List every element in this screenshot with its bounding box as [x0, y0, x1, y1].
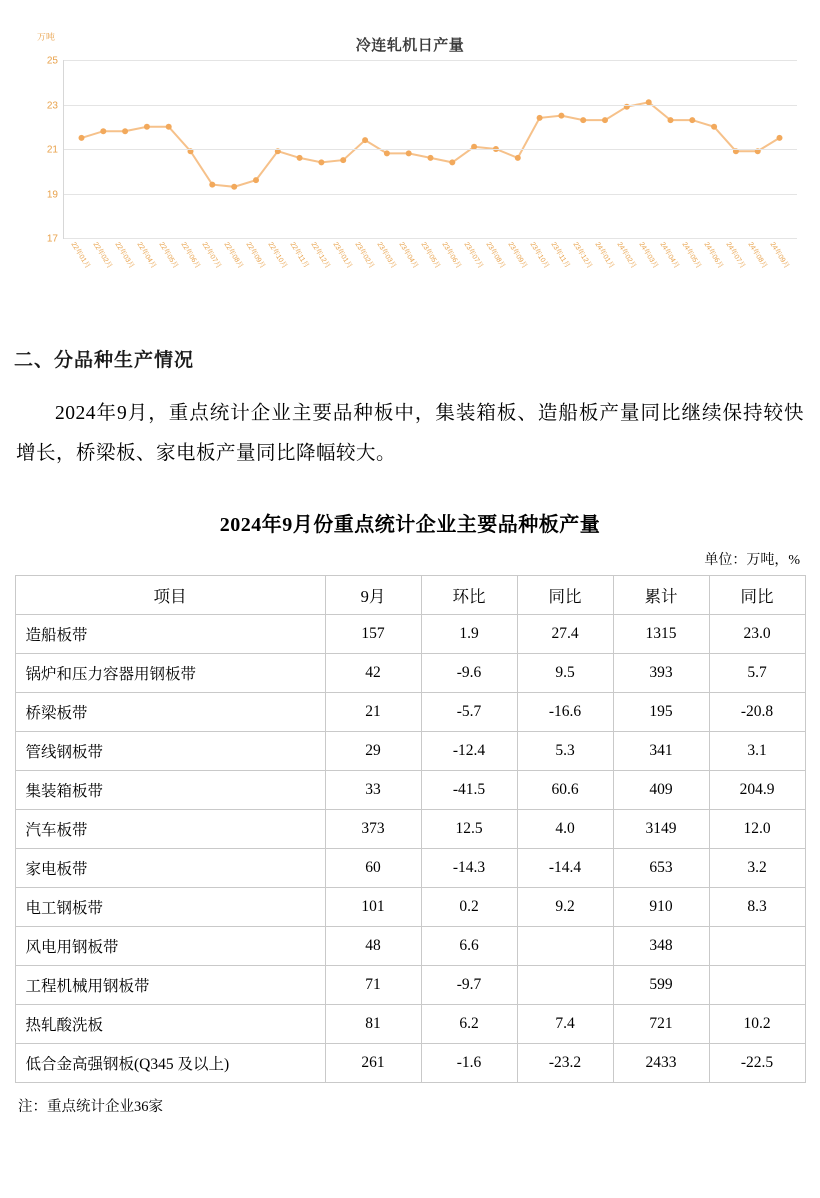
chart-y-tick-label: 23 [46, 100, 58, 111]
chart-x-tick-label: 24年05月 [680, 241, 703, 270]
table-cell-item: 集装箱板带 [15, 771, 325, 810]
table-row [15, 888, 805, 927]
table-cell-value: -9.6 [421, 654, 517, 693]
table-header-cell: 同比 [517, 576, 613, 615]
table-header-cell: 项目 [15, 576, 325, 615]
chart-x-tick-label: 23年02月 [353, 241, 376, 270]
table-cell-value: 9.2 [517, 888, 613, 927]
table-cell-value: 27.4 [517, 615, 613, 654]
table-row [15, 966, 805, 1005]
table-cell-value: 12.0 [709, 810, 805, 849]
table-title: 2024年9月份重点统计企业主要品种板产量 [219, 514, 601, 536]
production-table [15, 575, 806, 1083]
table-row [15, 849, 805, 888]
table-cell-value: 3.1 [709, 732, 805, 771]
table-cell-value: 3.2 [709, 849, 805, 888]
chart-x-tick-label: 24年08月 [746, 241, 768, 270]
table-cell-value: -16.6 [517, 693, 613, 732]
table-row [15, 1005, 805, 1044]
table-row [15, 654, 805, 693]
table-cell-value: 8.3 [709, 888, 805, 927]
chart-gridline [46, 144, 797, 156]
chart-title: 冷连轧机日产量 [355, 37, 465, 54]
table-body [15, 615, 805, 1083]
table-cell-value [517, 927, 613, 966]
table-cell-value: -5.7 [421, 693, 517, 732]
chart-y-tick-label: 25 [46, 55, 58, 67]
table-cell-item: 汽车板带 [15, 810, 325, 849]
chart-gridline [46, 233, 797, 245]
table-header-cell: 9月 [325, 576, 421, 615]
table-cell-value: 60 [325, 849, 421, 888]
table-cell-value: 2433 [613, 1044, 709, 1083]
table-row [15, 927, 805, 966]
chart-x-tick-label: 24年02月 [615, 241, 637, 270]
table-cell-value: -9.7 [421, 966, 517, 1005]
table-cell-item: 造船板带 [15, 615, 325, 654]
chart-x-tick-label: 22年02月 [91, 241, 114, 270]
chart-x-tick-label: 22年05月 [157, 241, 179, 270]
table-cell-item: 工程机械用钢板带 [15, 966, 325, 1005]
chart-x-tick-label: 24年06月 [702, 241, 725, 270]
table-cell-value: 409 [613, 771, 709, 810]
table-note: 注：重点统计企业36家 [18, 1099, 163, 1115]
table-cell-value [709, 966, 805, 1005]
table-cell-value: 7.4 [517, 1005, 613, 1044]
chart-x-tick-label: 22年01月 [69, 241, 92, 270]
table-cell-value: 195 [613, 693, 709, 732]
table-cell-item: 家电板带 [15, 849, 325, 888]
chart-x-tick-label: 23年01月 [331, 241, 354, 270]
table-cell-value: 157 [325, 615, 421, 654]
table-cell-value: 4.0 [517, 810, 613, 849]
table-cell-value: 3149 [613, 810, 709, 849]
table-cell-value: 6.2 [421, 1005, 517, 1044]
chart-x-tick-label: 24年04月 [658, 241, 681, 270]
table-cell-value: 0.2 [421, 888, 517, 927]
chart-x-tick-label: 22年10月 [266, 241, 288, 270]
table-cell-value: 71 [325, 966, 421, 1005]
chart-unit-label: 万吨 [36, 31, 56, 43]
chart-x-tick-label: 22年04月 [135, 241, 157, 270]
table-cell-value: -14.3 [421, 849, 517, 888]
section-heading: 二、分品种生产情况 [14, 350, 195, 371]
chart-y-tick-label: 21 [46, 144, 58, 156]
chart-x-tick-label: 22年09月 [244, 241, 266, 270]
table-cell-item: 风电用钢板带 [15, 927, 325, 966]
table-cell-value: 393 [613, 654, 709, 693]
chart-x-tick-label: 24年03月 [637, 241, 659, 270]
chart-x-tick-label: 22年03月 [113, 241, 136, 270]
table-cell-value: 1.9 [421, 615, 517, 654]
table-cell-value: 261 [325, 1044, 421, 1083]
table-cell-value: 5.3 [517, 732, 613, 771]
table-cell-value: -23.2 [517, 1044, 613, 1083]
table-row [15, 693, 805, 732]
chart-y-tick-label: 19 [46, 189, 58, 200]
table-cell-value: 373 [325, 810, 421, 849]
chart-x-tick-label: 22年08月 [222, 241, 245, 270]
chart-x-tick-label: 23年10月 [527, 241, 550, 270]
table-cell-item: 管线钢板带 [15, 732, 325, 771]
table-row [15, 810, 805, 849]
table-cell-value: 341 [613, 732, 709, 771]
chart-x-tick-label: 23年11月 [549, 241, 572, 270]
chart-x-tick-label: 22年07月 [200, 241, 223, 270]
table-cell-value: -41.5 [421, 771, 517, 810]
chart-x-axis-labels [63, 240, 796, 282]
table-cell-value: 653 [613, 849, 709, 888]
table-header-row [15, 576, 805, 615]
chart-x-tick-label: 22年06月 [178, 241, 201, 270]
table-row [15, 771, 805, 810]
table-cell-value: 42 [325, 654, 421, 693]
table-header-cell: 累计 [613, 576, 709, 615]
table-cell-value: 5.7 [709, 654, 805, 693]
chart-container [15, 8, 805, 283]
table-cell-value: 6.6 [421, 927, 517, 966]
table-cell-value: -12.4 [421, 732, 517, 771]
table-cell-value: 33 [325, 771, 421, 810]
table-cell-value: -1.6 [421, 1044, 517, 1083]
chart-x-tick-label: 24年01月 [593, 241, 615, 270]
table-cell-value: 48 [325, 927, 421, 966]
chart-gridline [46, 55, 797, 67]
chart-x-tick-label: 23年09月 [506, 241, 528, 270]
chart-x-tick-label: 23年12月 [571, 241, 594, 270]
table-cell-value: 348 [613, 927, 709, 966]
chart-x-tick-label: 24年07月 [724, 241, 746, 270]
table-cell-value: 101 [325, 888, 421, 927]
chart-x-tick-label: 23年08月 [484, 241, 506, 270]
chart-gridline [46, 100, 797, 111]
table-header [15, 576, 805, 615]
table-unit-label: 单位：万吨，% [704, 553, 800, 568]
table-row [15, 1044, 805, 1083]
chart-gridline [46, 189, 797, 200]
chart-x-tick-label: 23年06月 [440, 241, 463, 270]
chart-x-tick-label: 23年07月 [462, 241, 485, 270]
table-cell-value: 599 [613, 966, 709, 1005]
section-paragraph: 2024年9月，重点统计企业主要品种板中，集装箱板、造船板产量同比继续保持较快增长，桥梁板、家电板产量同比降幅较大。 [16, 403, 804, 464]
table-cell-value: -14.4 [517, 849, 613, 888]
table-cell-value: 10.2 [709, 1005, 805, 1044]
chart-x-tick-label: 24年09月 [767, 241, 790, 270]
table-cell-value [709, 927, 805, 966]
chart-plot-area [46, 55, 797, 245]
table-cell-item: 桥梁板带 [15, 693, 325, 732]
table-cell-value: 81 [325, 1005, 421, 1044]
table-cell-value: 1315 [613, 615, 709, 654]
table-cell-value: 29 [325, 732, 421, 771]
table-cell-value: -22.5 [709, 1044, 805, 1083]
table-cell-value: 21 [325, 693, 421, 732]
chart-y-tick-label: 17 [46, 233, 58, 245]
chart-x-tick-label: 22年12月 [309, 241, 332, 270]
table-row [15, 732, 805, 771]
table-cell-value: 23.0 [709, 615, 805, 654]
table-cell-item: 低合金高强钢板(Q345 及以上) [15, 1044, 325, 1083]
table-cell-value: 721 [613, 1005, 709, 1044]
chart-x-tick-label: 23年04月 [397, 241, 419, 270]
table-cell-value: -20.8 [709, 693, 805, 732]
table-cell-value: 9.5 [517, 654, 613, 693]
table-header-cell: 同比 [709, 576, 805, 615]
table-cell-value: 60.6 [517, 771, 613, 810]
table-cell-item: 锅炉和压力容器用钢板带 [15, 654, 325, 693]
chart-x-tick-label: 23年03月 [375, 241, 397, 270]
table-cell-item: 电工钢板带 [15, 888, 325, 927]
table-row [15, 615, 805, 654]
table-header-cell: 环比 [421, 576, 517, 615]
chart-x-tick-label: 22年11月 [287, 241, 310, 270]
table-cell-value: 204.9 [709, 771, 805, 810]
table-cell-item: 热轧酸洗板 [15, 1005, 325, 1044]
table-cell-value: 12.5 [421, 810, 517, 849]
table-cell-value: 910 [613, 888, 709, 927]
chart-x-tick-label: 23年05月 [418, 241, 441, 270]
table-cell-value [517, 966, 613, 1005]
